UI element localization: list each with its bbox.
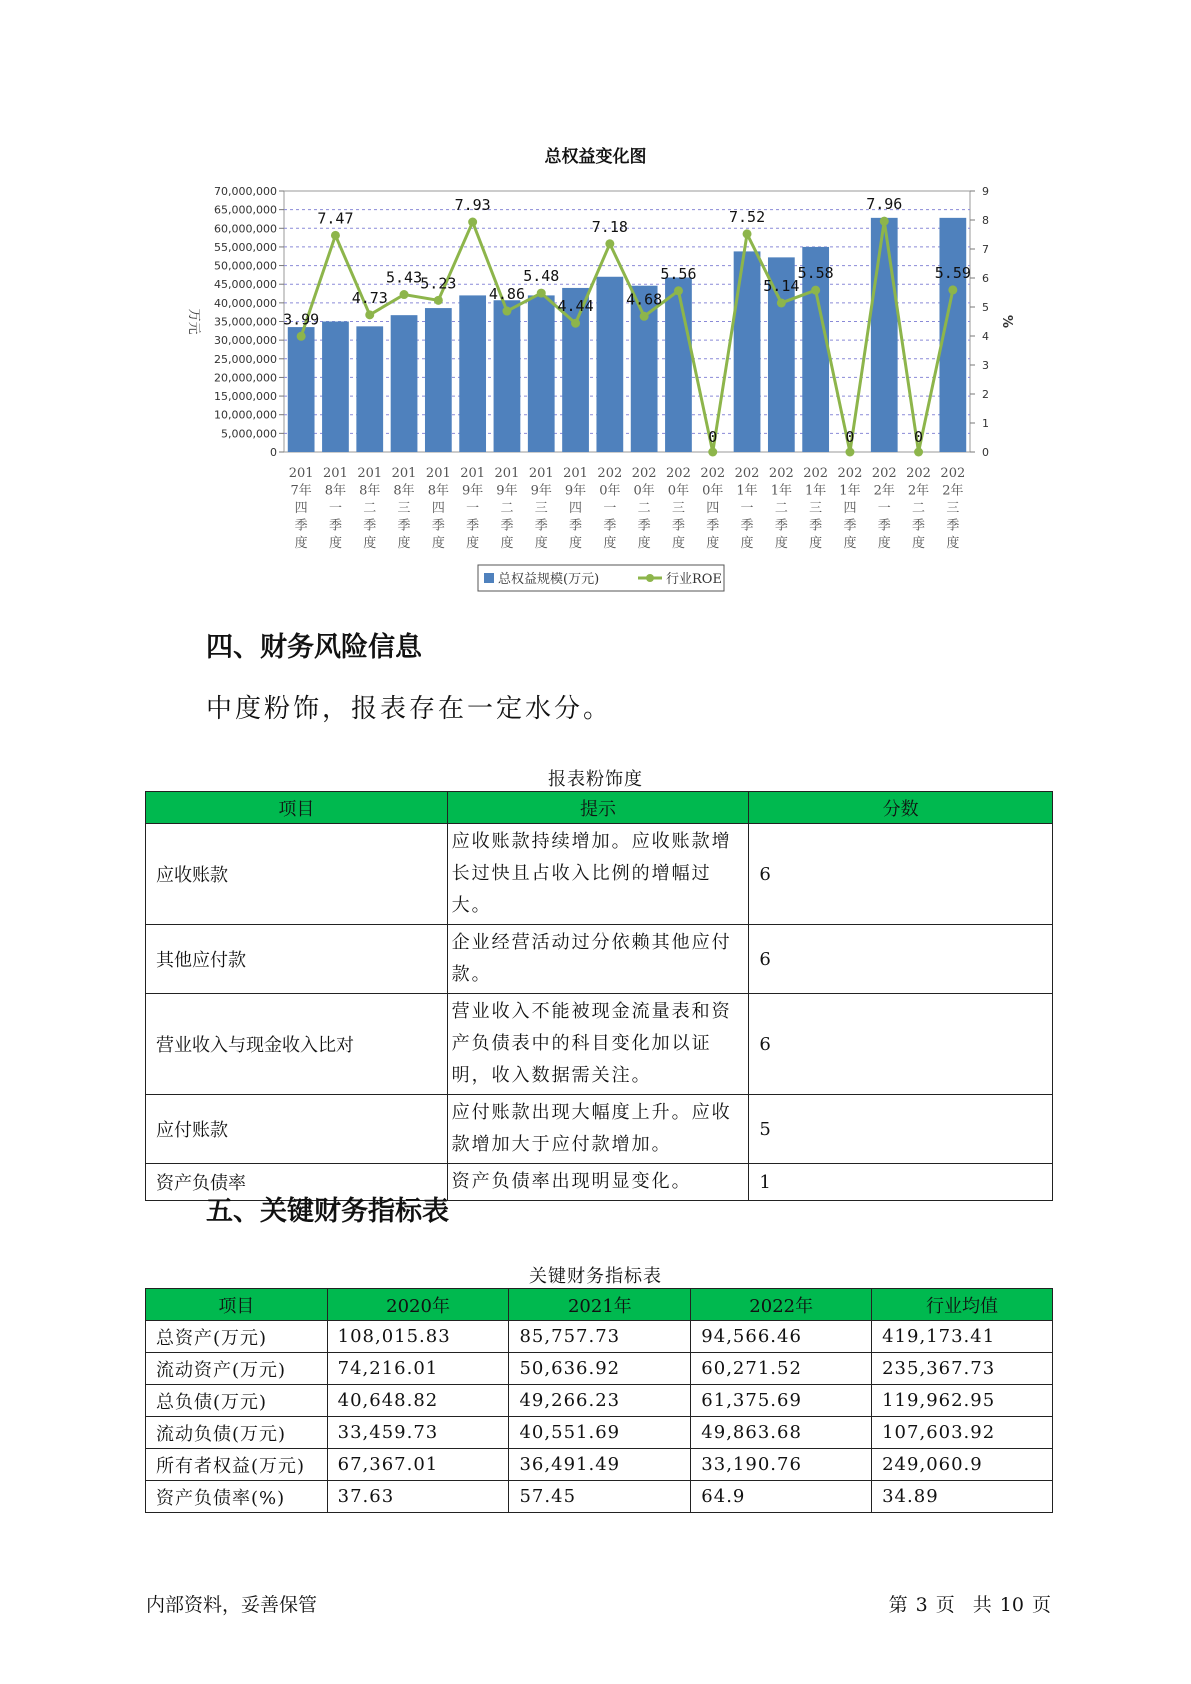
x-tick-label: 202 1年三季度 <box>803 466 829 551</box>
key-value: 60,271.52 <box>691 1353 872 1385</box>
page-prefix: 第 <box>888 1594 908 1616</box>
roe-point <box>468 218 477 227</box>
risk-item: 应付账款 <box>146 1095 448 1164</box>
roe-point <box>331 231 340 240</box>
key-value: 61,375.69 <box>691 1385 872 1417</box>
y-tick-label-right: 5 <box>982 301 989 314</box>
y-tick-label-right: 9 <box>982 185 989 198</box>
y-tick-label-left: 0 <box>270 446 277 459</box>
x-tick-label: 202 0年三季度 <box>666 466 691 551</box>
page-current: 3 <box>915 1594 928 1616</box>
roe-data-label: 0 <box>845 428 855 446</box>
roe-data-label: 4.68 <box>626 290 663 309</box>
table-row <box>146 1481 1053 1513</box>
roe-point <box>880 217 889 226</box>
roe-data-label: 4.86 <box>488 285 526 304</box>
legend-swatch-bar <box>484 573 494 583</box>
roe-point <box>605 239 614 248</box>
x-tick-label: 201 9年一季度 <box>460 466 486 551</box>
y-tick-label-left: 50,000,000 <box>214 259 277 273</box>
key-header-2021: 2021年 <box>509 1289 691 1321</box>
roe-data-label: 0 <box>708 428 718 446</box>
bar <box>596 277 623 452</box>
roe-point <box>948 285 957 294</box>
table-row <box>146 1321 1053 1353</box>
roe-point <box>845 448 854 457</box>
x-tick-label: 201 8年四季度 <box>425 466 451 551</box>
bar <box>391 315 418 452</box>
risk-header-hint: 提示 <box>447 792 749 824</box>
roe-data-label: 7.96 <box>866 195 903 214</box>
roe-data-label: 5.43 <box>385 268 423 287</box>
y-axis-title-left: 万元 <box>186 308 201 335</box>
y-tick-label-left: 70,000,000 <box>214 185 277 198</box>
key-value: 33,190.76 <box>691 1449 872 1481</box>
bar <box>494 300 521 452</box>
bar <box>322 322 349 453</box>
key-item: 资产负债率(%) <box>146 1481 328 1513</box>
key-item: 总负债(万元) <box>146 1385 328 1417</box>
y-tick-label-right: 8 <box>982 214 989 227</box>
key-header-2022: 2022年 <box>691 1289 872 1321</box>
risk-hint: 应付账款出现大幅度上升。应收款增加大于应付款增加。 <box>447 1095 749 1164</box>
roe-data-label: 7.93 <box>454 196 491 215</box>
legend-swatch-dot <box>646 574 654 582</box>
y-tick-label-left: 20,000,000 <box>214 371 277 385</box>
risk-score: 1 <box>749 1164 1053 1201</box>
roe-point <box>297 332 306 341</box>
y-tick-label-left: 10,000,000 <box>214 408 277 422</box>
legend-label-line: 行业ROE <box>666 572 722 587</box>
key-value: 33,459.73 <box>327 1417 509 1449</box>
y-tick-label-right: 2 <box>982 388 989 401</box>
key-financial-table <box>145 1288 1053 1513</box>
risk-hint: 营业收入不能被现金流量表和资产负债表中的科目变化加以证明，收入数据需关注。 <box>447 994 749 1095</box>
key-value: 419,173.41 <box>872 1321 1053 1353</box>
page-suffix: 页 <box>1031 1594 1051 1616</box>
risk-hint: 企业经营活动过分依赖其他应付款。 <box>447 925 749 994</box>
y-tick-label-left: 30,000,000 <box>214 334 277 348</box>
x-tick-label: 202 0年二季度 <box>631 466 657 551</box>
table-row <box>146 1353 1053 1385</box>
y-tick-label-left: 45,000,000 <box>214 278 277 292</box>
x-tick-label: 202 1年一季度 <box>734 466 760 551</box>
y-tick-label-left: 25,000,000 <box>214 352 277 366</box>
x-tick-label: 201 9年二季度 <box>494 466 520 551</box>
risk-table <box>145 791 1053 1201</box>
x-tick-label: 202 2年一季度 <box>871 466 897 551</box>
bar <box>734 251 761 452</box>
roe-data-label: 3.99 <box>283 310 320 329</box>
roe-point <box>400 290 409 299</box>
roe-data-label: 5.23 <box>420 274 457 293</box>
table-row <box>146 824 1053 925</box>
key-item: 流动负债(万元) <box>146 1417 328 1449</box>
equity-chart <box>0 0 1191 600</box>
key-value: 119,962.95 <box>872 1385 1053 1417</box>
y-tick-label-right: 3 <box>982 359 989 372</box>
y-tick-label-left: 15,000,000 <box>214 390 277 404</box>
risk-header-item: 项目 <box>146 792 448 824</box>
key-value: 40,648.82 <box>327 1385 509 1417</box>
x-tick-label: 201 7年四季度 <box>288 466 314 551</box>
key-value: 50,636.92 <box>509 1353 691 1385</box>
roe-point <box>811 286 820 295</box>
key-value: 37.63 <box>327 1481 509 1513</box>
y-tick-label-left: 60,000,000 <box>214 222 277 236</box>
x-tick-label: 202 2年三季度 <box>940 466 966 551</box>
risk-summary: 中度粉饰，报表存在一定水分。 <box>206 694 613 724</box>
key-value: 107,603.92 <box>872 1417 1053 1449</box>
risk-item: 应收账款 <box>146 824 448 925</box>
roe-point <box>365 310 374 319</box>
roe-data-label: 7.52 <box>728 207 766 226</box>
table-row <box>146 925 1053 994</box>
bar <box>459 295 486 452</box>
risk-score: 6 <box>749 925 1053 994</box>
roe-point <box>434 296 443 305</box>
page-number <box>881 1590 1051 1617</box>
key-value: 94,566.46 <box>691 1321 872 1353</box>
bar <box>288 327 315 452</box>
y-tick-label-left: 35,000,000 <box>214 315 277 329</box>
roe-point <box>640 312 649 321</box>
risk-item: 资产负债率 <box>146 1164 448 1201</box>
key-value: 49,863.68 <box>691 1417 872 1449</box>
key-value: 74,216.01 <box>327 1353 509 1385</box>
risk-header-score: 分数 <box>749 792 1053 824</box>
roe-point <box>674 286 683 295</box>
bar <box>356 326 383 452</box>
risk-item: 其他应付款 <box>146 925 448 994</box>
x-tick-label: 202 0年一季度 <box>597 466 623 551</box>
section5-heading: 五、关键财务指标表 <box>206 1196 449 1227</box>
roe-point <box>708 448 717 457</box>
x-tick-label: 202 1年四季度 <box>837 466 863 551</box>
key-item: 所有者权益(万元) <box>146 1449 328 1481</box>
y-axis-title-right: % <box>999 314 1014 329</box>
table-row <box>146 1385 1053 1417</box>
roe-data-label: 5.56 <box>660 264 697 283</box>
risk-hint: 应收账款持续增加。应收账款增长过快且占收入比例的增幅过大。 <box>447 824 749 925</box>
key-value: 57.45 <box>509 1481 691 1513</box>
roe-data-label: 0 <box>914 428 924 446</box>
risk-table-caption: 报表粉饰度 <box>548 769 643 790</box>
table-row <box>146 1449 1053 1481</box>
roe-point <box>502 307 511 316</box>
legend-label-bar: 总权益规模(万元) <box>498 572 600 587</box>
y-tick-label-right: 7 <box>982 243 989 256</box>
x-tick-label: 202 0年四季度 <box>700 466 726 551</box>
y-tick-label-right: 4 <box>982 330 989 343</box>
roe-data-label: 7.18 <box>591 217 628 236</box>
y-tick-label-right: 1 <box>982 417 989 430</box>
bar <box>871 218 898 452</box>
page-total: 10 <box>999 1594 1024 1616</box>
key-value: 108,015.83 <box>327 1321 509 1353</box>
roe-point <box>537 289 546 298</box>
key-value: 49,266.23 <box>509 1385 691 1417</box>
x-tick-label: 202 2年二季度 <box>906 466 931 551</box>
x-tick-label: 201 9年四季度 <box>563 466 588 551</box>
roe-data-label: 5.14 <box>763 276 800 295</box>
risk-score: 6 <box>749 994 1053 1095</box>
y-tick-label-right: 0 <box>982 446 989 459</box>
key-value: 67,367.01 <box>327 1449 509 1481</box>
y-tick-label-left: 55,000,000 <box>214 240 277 254</box>
key-item: 流动资产(万元) <box>146 1353 328 1385</box>
footer-confidential: 内部资料，妥善保管 <box>146 1594 318 1616</box>
roe-data-label: 7.47 <box>317 209 354 228</box>
key-value: 85,757.73 <box>509 1321 691 1353</box>
key-value: 64.9 <box>691 1481 872 1513</box>
key-value: 40,551.69 <box>509 1417 691 1449</box>
roe-point <box>777 298 786 307</box>
table-row <box>146 994 1053 1095</box>
risk-score: 6 <box>749 824 1053 925</box>
bar <box>528 295 555 452</box>
section4-heading: 四、财务风险信息 <box>206 632 422 663</box>
key-value: 36,491.49 <box>509 1449 691 1481</box>
y-tick-label-right: 6 <box>982 272 989 285</box>
y-tick-label-left: 65,000,000 <box>214 203 277 217</box>
page-total-prefix: 共 <box>972 1594 992 1616</box>
y-tick-label-left: 5,000,000 <box>221 427 277 441</box>
x-tick-label: 201 8年二季度 <box>357 466 383 551</box>
key-table-caption: 关键财务指标表 <box>529 1266 662 1287</box>
risk-score: 5 <box>749 1095 1053 1164</box>
page-mid: 页 <box>935 1594 955 1616</box>
roe-data-label: 5.59 <box>934 263 971 282</box>
key-item: 总资产(万元) <box>146 1321 328 1353</box>
bar <box>665 278 692 452</box>
key-value: 235,367.73 <box>872 1353 1053 1385</box>
roe-data-label: 5.58 <box>797 264 834 283</box>
key-value: 34.89 <box>872 1481 1053 1513</box>
table-row <box>146 1417 1053 1449</box>
x-tick-label: 202 1年二季度 <box>768 466 794 551</box>
chart-legend <box>478 565 724 591</box>
roe-point <box>914 448 923 457</box>
roe-point <box>743 229 752 238</box>
risk-item: 营业收入与现金收入比对 <box>146 994 448 1095</box>
key-header-industry: 行业均值 <box>872 1289 1053 1321</box>
roe-data-label: 4.73 <box>351 288 388 307</box>
key-header-item: 项目 <box>146 1289 328 1321</box>
y-tick-label-left: 40,000,000 <box>214 296 277 310</box>
roe-data-label: 5.48 <box>523 267 560 286</box>
x-tick-label: 201 8年三季度 <box>391 466 417 551</box>
x-tick-label: 201 9年三季度 <box>528 466 554 551</box>
bar <box>425 308 452 452</box>
risk-hint: 资产负债率出现明显变化。 <box>447 1164 749 1201</box>
roe-data-label: 4.44 <box>557 297 594 316</box>
x-tick-label: 201 8年一季度 <box>323 466 348 551</box>
table-row <box>146 1095 1053 1164</box>
key-value: 249,060.9 <box>872 1449 1053 1481</box>
roe-point <box>571 319 580 328</box>
key-header-2020: 2020年 <box>327 1289 509 1321</box>
chart-title: 总权益变化图 <box>544 147 647 167</box>
